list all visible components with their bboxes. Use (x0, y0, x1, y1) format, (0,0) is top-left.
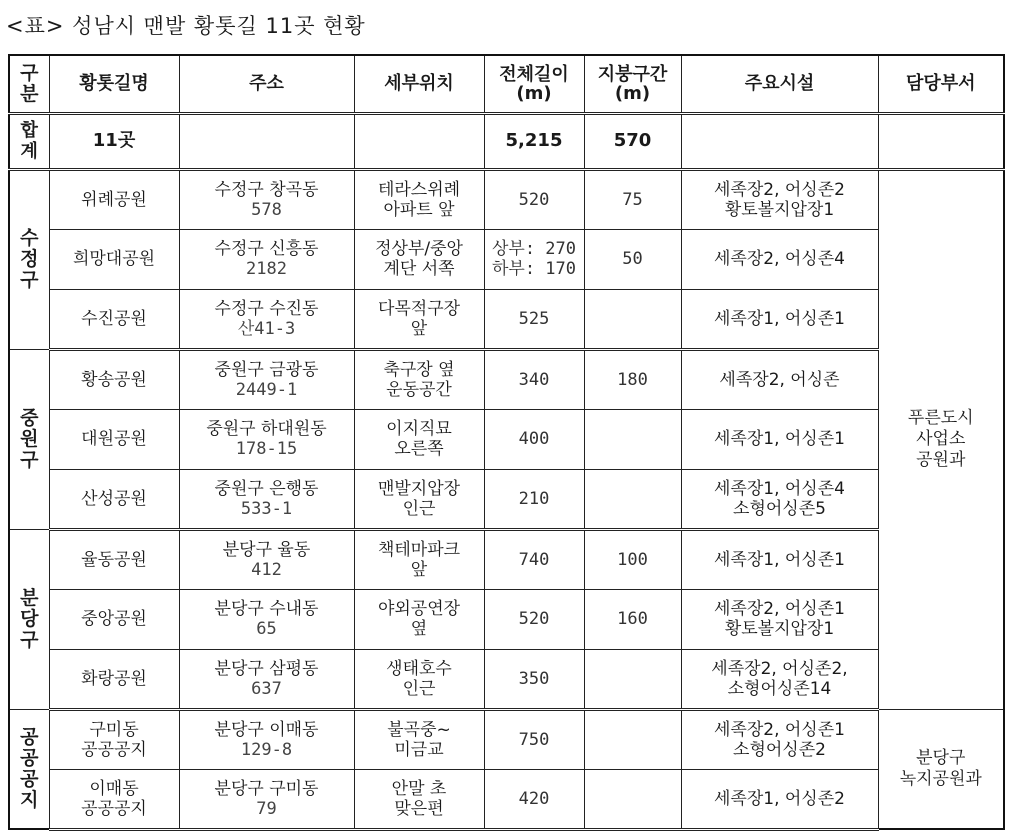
roof-section-cell: 50 (584, 229, 681, 289)
table-row (9, 709, 1004, 769)
detail-location: 맨발지압장 인근 (354, 469, 484, 529)
table-row (9, 649, 1004, 709)
trail-name: 중앙공원 (49, 589, 179, 649)
facilities-cell: 세족장1, 어싱존4 소형어싱존5 (681, 469, 878, 529)
address-cell: 분당구 구미동 79 (179, 769, 354, 829)
total-facilities (681, 113, 878, 169)
detail-location: 다목적구장 앞 (354, 289, 484, 349)
detail-location: 불곡중~ 미금교 (354, 709, 484, 769)
total-row (9, 113, 1004, 169)
trail-name: 화랑공원 (49, 649, 179, 709)
header-detail: 세부위치 (354, 55, 484, 113)
header-facilities: 주요시설 (681, 55, 878, 113)
trail-name: 구미동 공공공지 (49, 709, 179, 769)
length-cell: 400 (484, 409, 584, 469)
total-label: 합 계 (9, 113, 49, 169)
facilities-cell: 세족장1, 어싱존1 (681, 289, 878, 349)
header-length: 전체길이 (m) (484, 55, 584, 113)
facilities-cell: 세족장2, 어싱존1 황토볼지압장1 (681, 589, 878, 649)
trail-name: 율동공원 (49, 529, 179, 589)
department-main: 푸른도시 사업소 공원과 (878, 169, 1004, 709)
header-category: 구 분 (9, 55, 49, 113)
facilities-cell: 세족장1, 어싱존2 (681, 769, 878, 829)
facilities-cell: 세족장2, 어싱존4 (681, 229, 878, 289)
length-cell: 750 (484, 709, 584, 769)
trail-status-table (8, 54, 1005, 831)
district-label: 공 공 공 지 (9, 709, 49, 829)
roof-section-cell (584, 469, 681, 529)
table-row (9, 289, 1004, 349)
roof-section-cell (584, 649, 681, 709)
roof-section-cell (584, 289, 681, 349)
facilities-cell: 세족장2, 어싱존2, 소형어싱존14 (681, 649, 878, 709)
trail-name: 수진공원 (49, 289, 179, 349)
length-cell: 525 (484, 289, 584, 349)
address-cell: 분당구 수내동 65 (179, 589, 354, 649)
total-count: 11곳 (49, 113, 179, 169)
address-cell: 중원구 하대원동 178-15 (179, 409, 354, 469)
facilities-cell: 세족장1, 어싱존1 (681, 529, 878, 589)
address-cell: 수정구 수진동 산41-3 (179, 289, 354, 349)
length-cell: 210 (484, 469, 584, 529)
length-cell: 520 (484, 589, 584, 649)
table-caption: <표> 성남시 맨발 황톳길 11곳 현황 (6, 14, 366, 38)
length-cell: 740 (484, 529, 584, 589)
header-trail-name: 황톳길명 (49, 55, 179, 113)
detail-location: 이지직묘 오른쪽 (354, 409, 484, 469)
trail-name: 황송공원 (49, 349, 179, 409)
facilities-cell: 세족장2, 어싱존1 소형어싱존2 (681, 709, 878, 769)
header-address: 주소 (179, 55, 354, 113)
address-cell: 분당구 이매동 129-8 (179, 709, 354, 769)
roof-section-cell (584, 709, 681, 769)
length-cell: 340 (484, 349, 584, 409)
address-cell: 분당구 율동 412 (179, 529, 354, 589)
detail-location: 축구장 옆 운동공간 (354, 349, 484, 409)
total-roof: 570 (584, 113, 681, 169)
address-cell: 수정구 창곡동 578 (179, 169, 354, 229)
trail-name: 산성공원 (49, 469, 179, 529)
table-row (9, 769, 1004, 829)
total-detail (354, 113, 484, 169)
header-row (9, 55, 1004, 113)
total-department (878, 113, 1004, 169)
detail-location: 책테마파크 앞 (354, 529, 484, 589)
table-row (9, 529, 1004, 589)
detail-location: 야외공연장 옆 (354, 589, 484, 649)
length-cell: 420 (484, 769, 584, 829)
department-public: 분당구 녹지공원과 (878, 709, 1004, 829)
roof-section-cell: 75 (584, 169, 681, 229)
table-row (9, 229, 1004, 289)
table-row (9, 589, 1004, 649)
detail-location: 테라스위례 아파트 앞 (354, 169, 484, 229)
table-row (9, 349, 1004, 409)
trail-name: 이매동 공공공지 (49, 769, 179, 829)
address-cell: 중원구 금광동 2449-1 (179, 349, 354, 409)
district-label: 수 정 구 (9, 169, 49, 349)
facilities-cell: 세족장1, 어싱존1 (681, 409, 878, 469)
address-cell: 분당구 삼평동 637 (179, 649, 354, 709)
total-length: 5,215 (484, 113, 584, 169)
header-roof: 지붕구간 (m) (584, 55, 681, 113)
facilities-cell: 세족장2, 어싱존2 황토볼지압장1 (681, 169, 878, 229)
length-cell: 350 (484, 649, 584, 709)
detail-location: 정상부/중앙 계단 서쪽 (354, 229, 484, 289)
detail-location: 안말 초 맞은편 (354, 769, 484, 829)
detail-location: 생태호수 인근 (354, 649, 484, 709)
roof-section-cell (584, 409, 681, 469)
district-label: 분 당 구 (9, 529, 49, 709)
address-cell: 수정구 신흥동 2182 (179, 229, 354, 289)
roof-section-cell (584, 769, 681, 829)
trail-name: 희망대공원 (49, 229, 179, 289)
table-row (9, 409, 1004, 469)
facilities-cell: 세족장2, 어싱존 (681, 349, 878, 409)
header-department: 담당부서 (878, 55, 1004, 113)
trail-name: 위례공원 (49, 169, 179, 229)
table-row (9, 169, 1004, 229)
length-cell: 상부: 270 하부: 170 (484, 229, 584, 289)
district-label: 중 원 구 (9, 349, 49, 529)
roof-section-cell: 100 (584, 529, 681, 589)
table-row (9, 469, 1004, 529)
total-address (179, 113, 354, 169)
address-cell: 중원구 은행동 533-1 (179, 469, 354, 529)
trail-name: 대원공원 (49, 409, 179, 469)
roof-section-cell: 180 (584, 349, 681, 409)
length-cell: 520 (484, 169, 584, 229)
roof-section-cell: 160 (584, 589, 681, 649)
